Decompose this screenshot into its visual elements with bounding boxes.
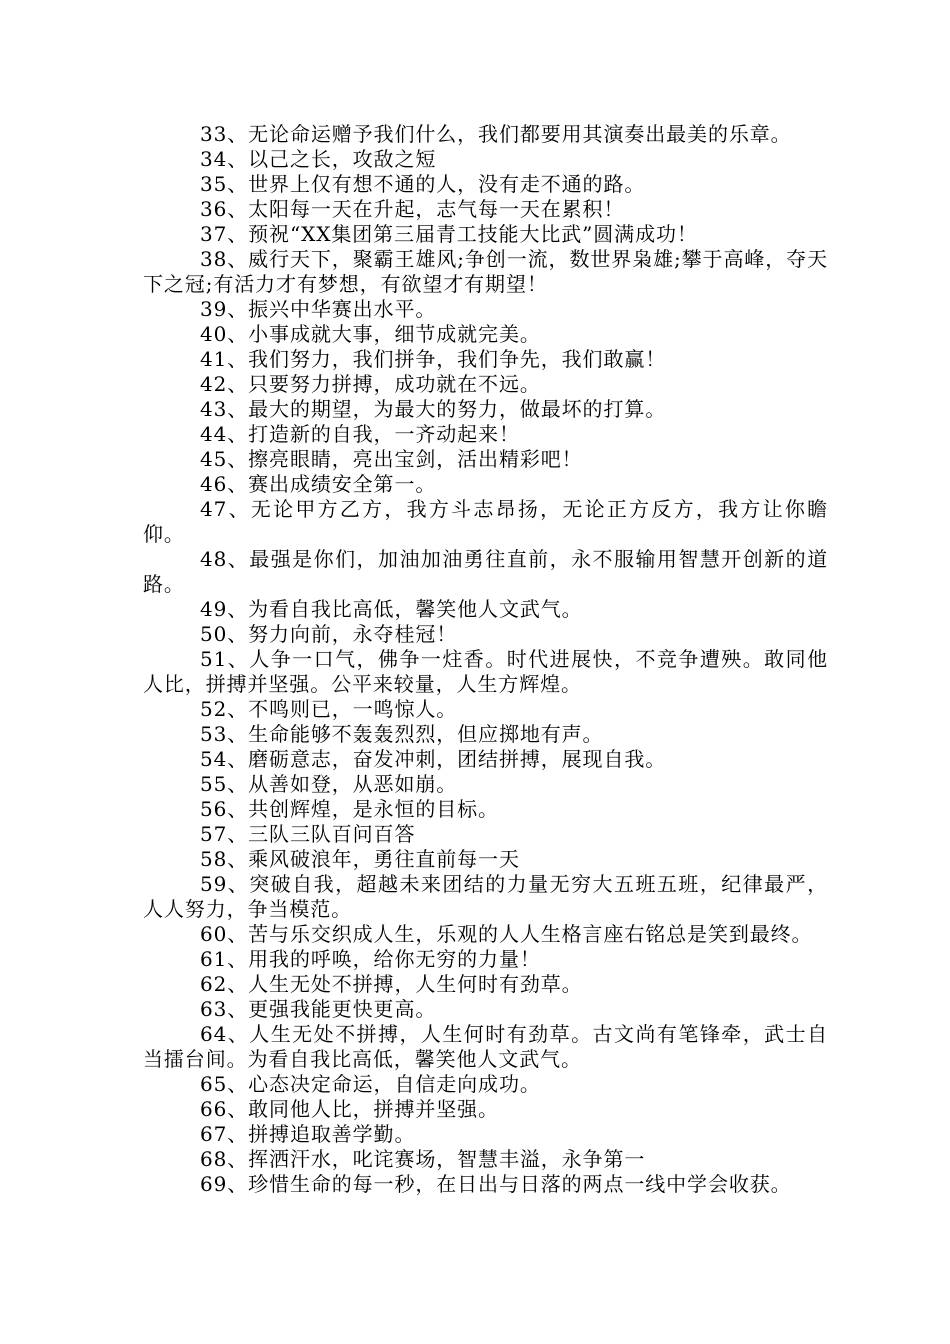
list-item: 54、磨砺意志，奋发冲刺，团结拼搏，展现自我。 bbox=[200, 747, 667, 771]
list-item: 33、无论命运赠予我们什么，我们都要用其演奏出最美的乐章。 bbox=[200, 122, 792, 146]
list-item: 39、振兴中华赛出水平。 bbox=[200, 297, 437, 321]
list-item: 48、最强是你们，加油加油勇往直前，永不服输用智慧开创新的道路。 bbox=[143, 547, 828, 596]
list-item: 69、珍惜生命的每一秒，在日出与日落的两点一线中学会收获。 bbox=[200, 1172, 792, 1196]
list-item: 59、突破自我，超越未来团结的力量无穷大五班五班，纪律最严，人人努力，争当模范。 bbox=[143, 872, 828, 921]
list-item: 51、人争一口气，佛争一炷香。时代进展快，不竞争遭殃。敢同他人比，拼搏并坚强。公平来较量，人生方辉煌。 bbox=[143, 647, 828, 696]
list-item: 38、威行天下，聚霸王雄风;争创一流，数世界枭雄;攀于高峰，夺天下之冠;有活力才有梦想，有欲望才有期望！ bbox=[143, 247, 828, 296]
list-item: 60、苦与乐交织成人生，乐观的人人生格言座右铭总是笑到最终。 bbox=[200, 922, 813, 946]
list-item: 63、更强我能更快更高。 bbox=[200, 997, 437, 1021]
list-item: 58、乘风破浪年，勇往直前每一天 bbox=[200, 847, 520, 871]
list-item: 46、赛出成绩安全第一。 bbox=[200, 472, 437, 496]
list-item: 57、三队三队百问百答 bbox=[200, 822, 416, 846]
list-item: 55、从善如登，从恶如崩。 bbox=[200, 772, 458, 796]
list-item: 67、拼搏追取善学勤。 bbox=[200, 1122, 416, 1146]
list-item: 66、敢同他人比，拼搏并坚强。 bbox=[200, 1097, 499, 1121]
slogan-list bbox=[143, 122, 828, 1197]
list-item: 36、太阳每一天在升起，志气每一天在累积！ bbox=[200, 197, 625, 221]
list-item: 65、心态决定命运，自信走向成功。 bbox=[200, 1072, 541, 1096]
list-item: 42、只要努力拼搏，成功就在不远。 bbox=[200, 372, 541, 396]
list-item: 61、用我的呼唤，给你无穷的力量！ bbox=[200, 947, 541, 971]
list-item: 47、无论甲方乙方，我方斗志昂扬，无论正方反方，我方让你瞻仰。 bbox=[143, 497, 828, 546]
list-item: 52、不鸣则已，一鸣惊人。 bbox=[200, 697, 458, 721]
list-item: 37、预祝“XX集团第三届青工技能大比武”圆满成功！ bbox=[200, 222, 698, 246]
list-item: 34、以己之长，攻敌之短 bbox=[200, 147, 437, 171]
list-item: 45、擦亮眼睛，亮出宝剑，活出精彩吧！ bbox=[200, 447, 583, 471]
list-item: 35、世界上仅有想不通的人，没有走不通的路。 bbox=[200, 172, 646, 196]
list-item: 41、我们努力，我们拼争，我们争先，我们敢赢！ bbox=[200, 347, 667, 371]
list-item: 64、人生无处不拼搏，人生何时有劲草。古文尚有笔锋牵，武士自当擂台间。为看自我比高低，馨笑他人文武气。 bbox=[143, 1022, 828, 1071]
list-item: 56、共创辉煌，是永恒的目标。 bbox=[200, 797, 499, 821]
list-item: 43、最大的期望，为最大的努力，做最坏的打算。 bbox=[200, 397, 667, 421]
list-item: 49、为看自我比高低，馨笑他人文武气。 bbox=[200, 597, 583, 621]
list-item: 53、生命能够不轰轰烈烈，但应掷地有声。 bbox=[200, 722, 604, 746]
list-item: 62、人生无处不拼搏，人生何时有劲草。 bbox=[200, 972, 583, 996]
list-item: 44、打造新的自我，一齐动起来！ bbox=[200, 422, 520, 446]
list-item: 50、努力向前，永夺桂冠！ bbox=[200, 622, 458, 646]
list-item: 68、挥洒汗水，叱诧赛场，智慧丰溢，永争第一 bbox=[200, 1147, 646, 1171]
list-item: 40、小事成就大事，细节成就完美。 bbox=[200, 322, 541, 346]
